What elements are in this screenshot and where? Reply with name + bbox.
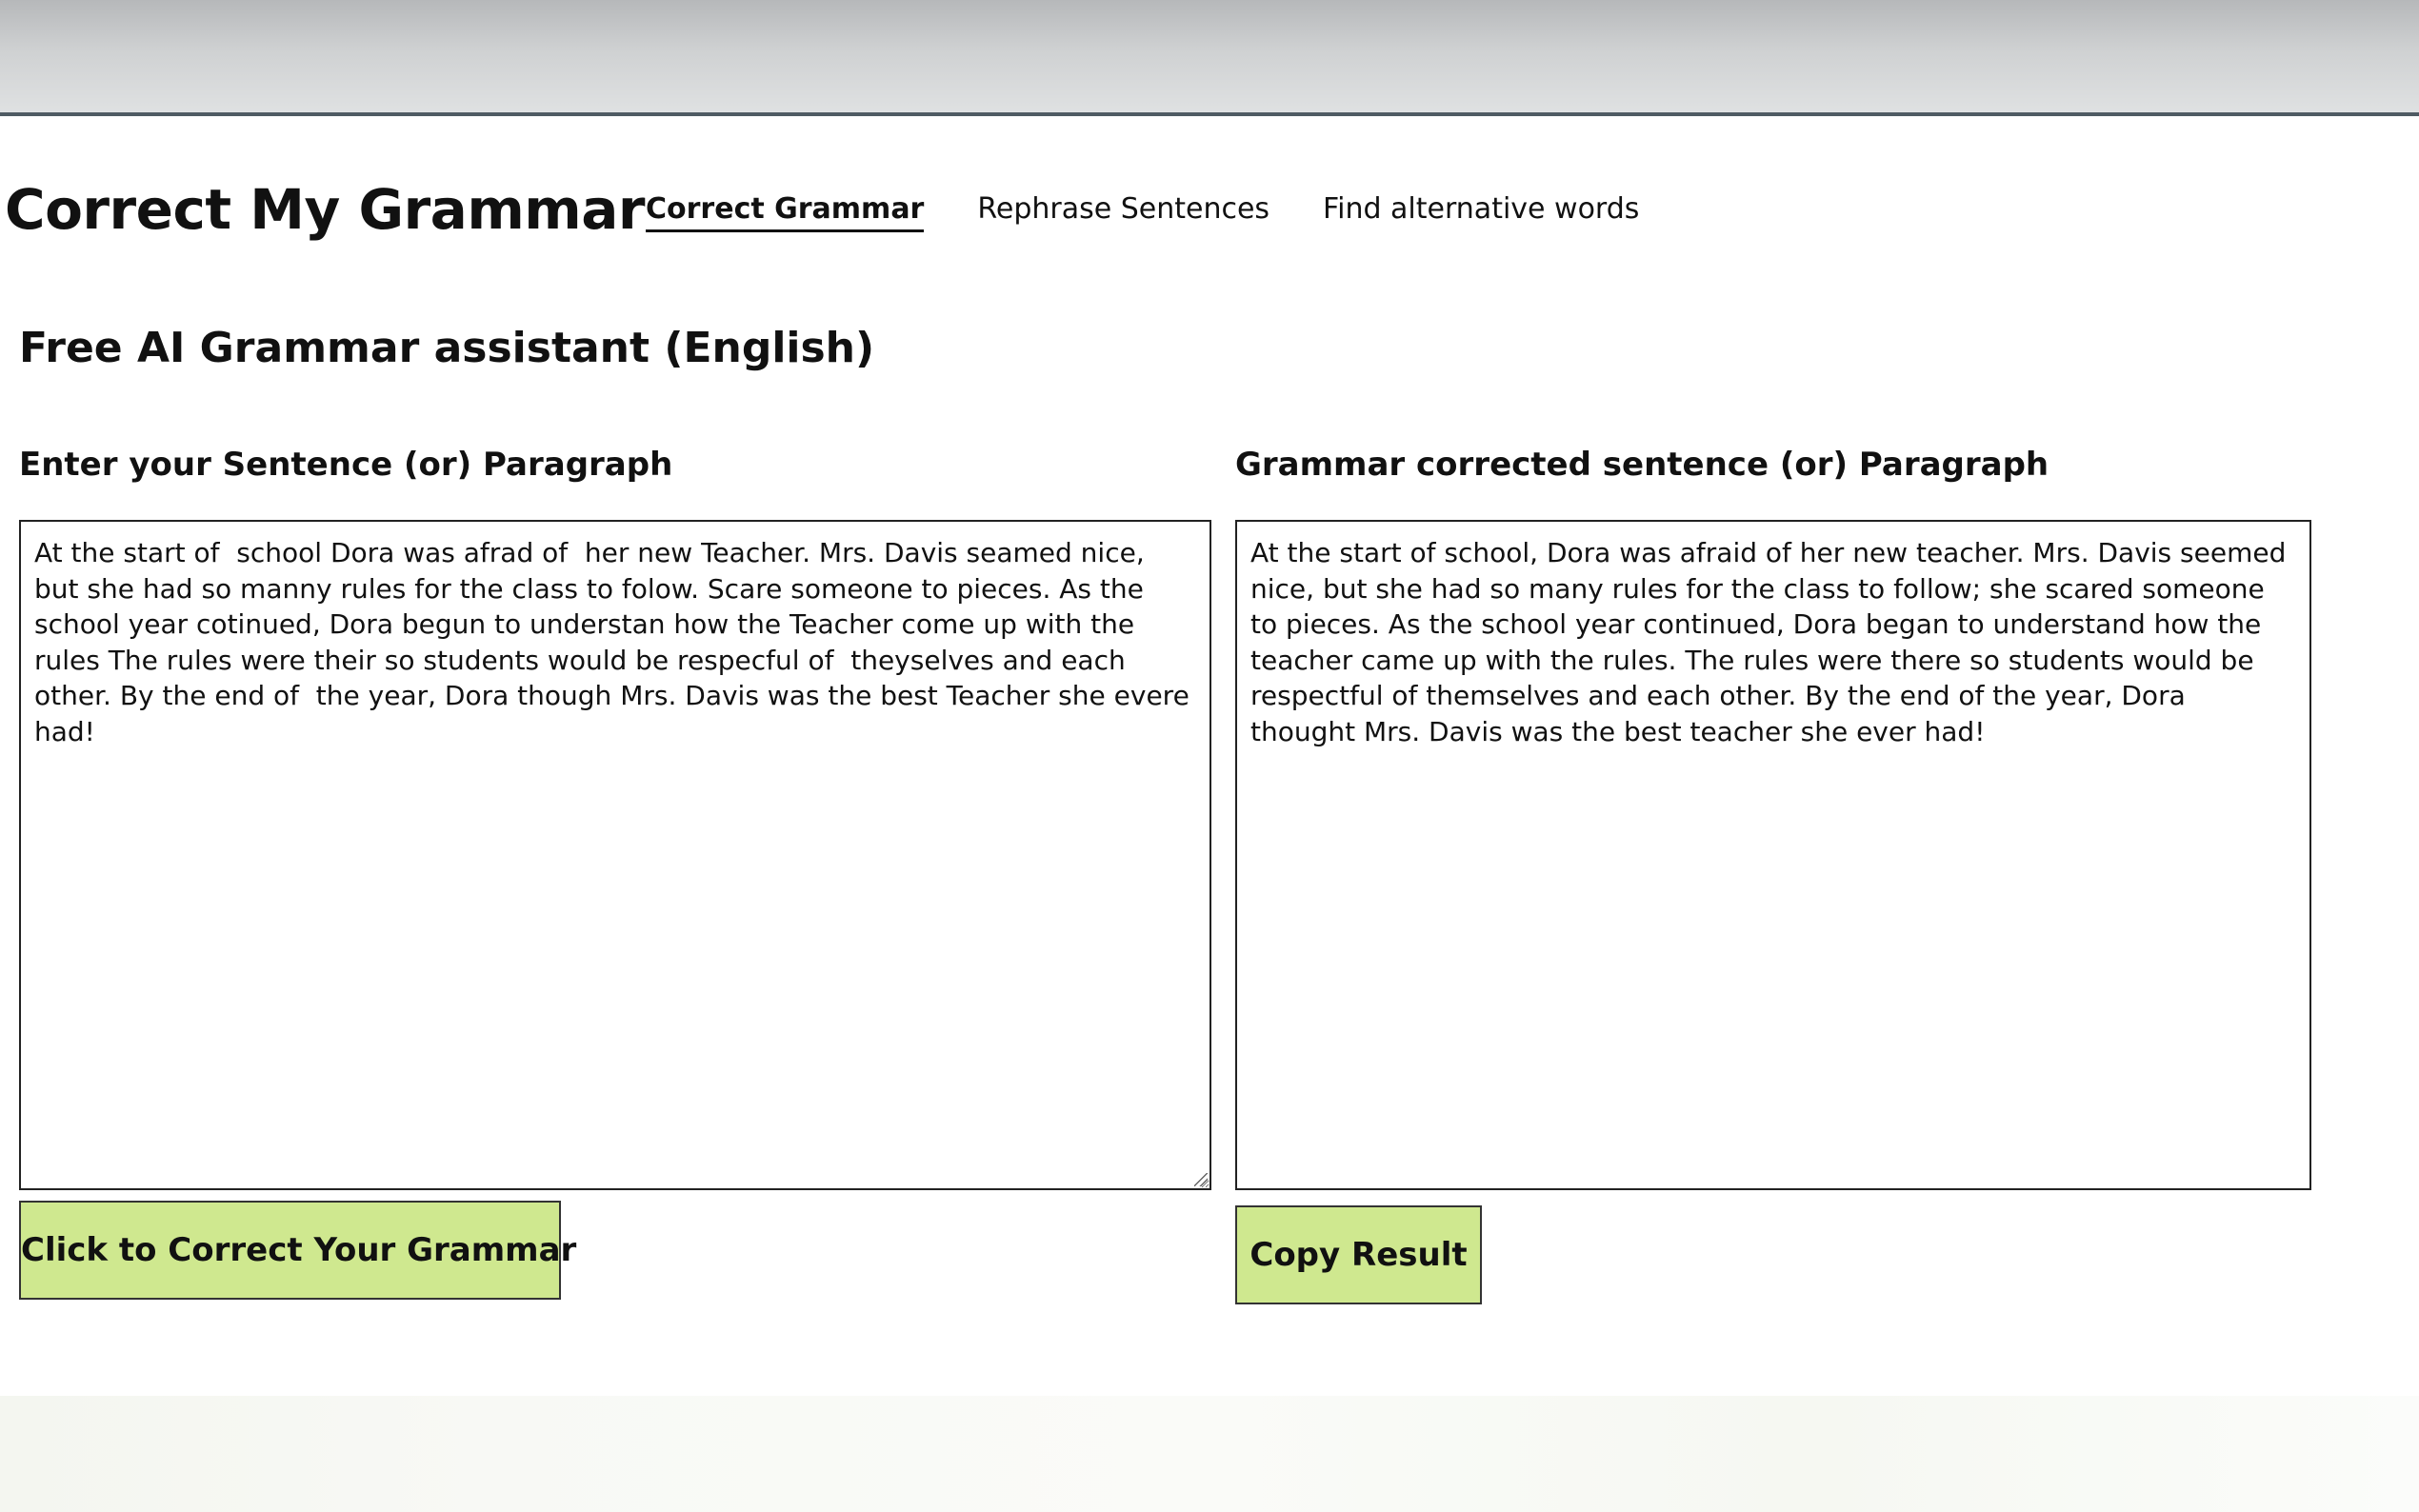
input-textarea[interactable] [19, 520, 1211, 1190]
main-nav [646, 192, 1639, 232]
nav-find-alternative-words[interactable]: Find alternative words [1323, 192, 1640, 226]
nav-correct-grammar[interactable]: Correct Grammar [646, 192, 924, 232]
browser-top-band [0, 0, 2419, 116]
copy-result-button[interactable]: Copy Result [1235, 1205, 1482, 1304]
resize-grip-icon[interactable] [1194, 1173, 1208, 1186]
correct-grammar-button[interactable]: Click to Correct Your Grammar [19, 1201, 561, 1300]
site-brand[interactable]: Correct My Grammar [5, 177, 645, 242]
page-subtitle: Free AI Grammar assistant (English) [19, 324, 875, 372]
page-footer-band [0, 1396, 2419, 1512]
nav-rephrase-sentences[interactable]: Rephrase Sentences [977, 192, 1270, 226]
output-label: Grammar corrected sentence (or) Paragraph [1235, 446, 2049, 484]
output-textarea[interactable]: At the start of school, Dora was afraid of her new teacher. Mrs. Davis seemed nice, but she had so many rules for the class to follow; she scared someone to pieces. As the school year continued, Dora began to understand how the teacher came up with the rules. The rules were there so students would be respectful of themselves and each other. By the end of the year, Dora thought Mrs. Davis was the best teacher she ever had! [1235, 520, 2311, 1190]
input-label: Enter your Sentence (or) Paragraph [19, 446, 673, 484]
